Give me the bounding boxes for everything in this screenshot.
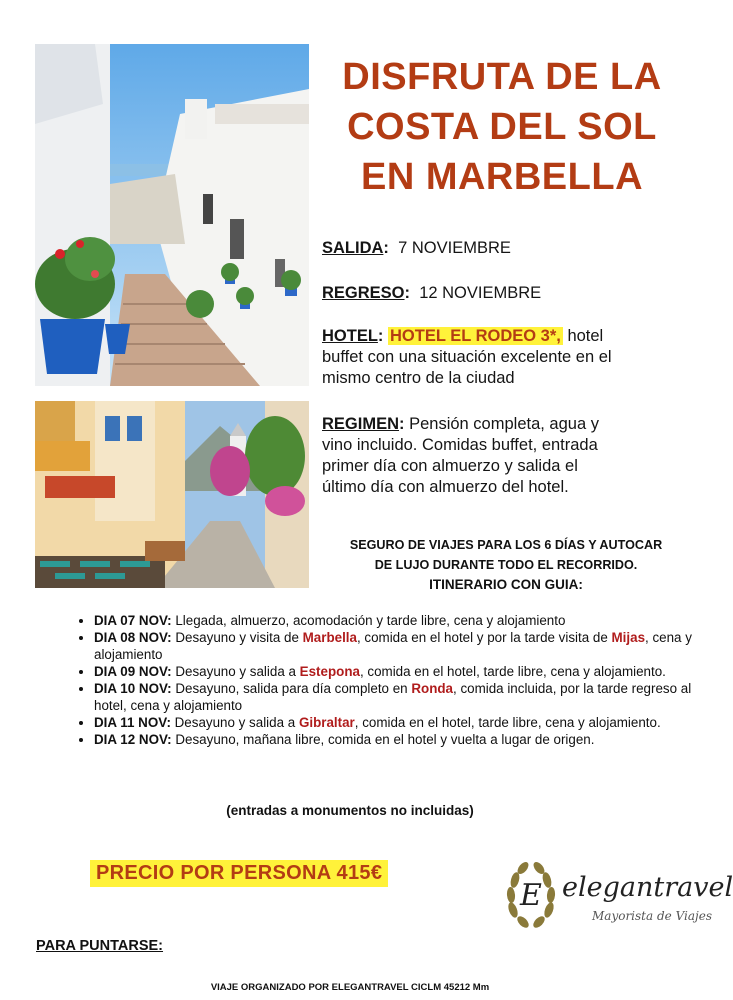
list-item: • DIA 10 NOV: Desayuno, salida para día completo en Ronda, comida incluida, por la tarde regreso al hotel, cena y alojamiento (94, 680, 704, 714)
price-label: PRECIO POR PERSONA 415€ (90, 860, 388, 887)
list-item: • DIA 08 NOV: Desayuno y visita de Marbella, comida en el hotel y por la tarde visita de Mijas, cena y alojamiento (94, 629, 704, 663)
page-title (322, 52, 682, 202)
hotel-desc-1: hotel (562, 327, 604, 345)
regreso-value: 12 NOVIEMBRE (419, 284, 542, 302)
para-puntarse-heading: PARA PUNTARSE: (36, 938, 164, 954)
photo-white-street (35, 44, 309, 386)
salida-value: 7 NOVIEMBRE (398, 239, 511, 257)
title-line-1: DISFRUTA DE LA (342, 56, 662, 98)
salida-line: SALIDA: 7 NOVIEMBRE (322, 239, 511, 257)
hotel-desc-2: buffet con una situación excelente en el (322, 348, 612, 366)
regimen-block: REGIMEN: Pensión completa, agua y vino incluido. Comidas buffet, entrada primer día con almuerzo y salida el último día con almuerzo del hotel. (322, 414, 682, 498)
regimen-line-3: primer día con almuerzo y salida el (322, 457, 578, 475)
itinerario-title: ITINERARIO CON GUIA: (429, 577, 583, 592)
photo-marbella-street (35, 401, 309, 588)
regreso-line: REGRESO: 12 NOVIEMBRE (322, 284, 542, 302)
seguro-line-2: DE LUJO DURANTE TODO EL RECORRIDO. (374, 558, 638, 572)
hotel-label: HOTEL (322, 327, 378, 345)
regimen-label: REGIMEN (322, 415, 400, 433)
hotel-name: HOTEL EL RODEO 3*, (390, 327, 561, 345)
entradas-note: (entradas a monumentos no incluidas) (226, 803, 474, 818)
regimen-line-2: vino incluido. Comidas buffet, entrada (322, 436, 598, 454)
list-item: • DIA 12 NOV: Desayuno, mañana libre, comida en el hotel y vuelta a lugar de origen. (94, 731, 704, 748)
regimen-line-4: último día con almuerzo del hotel. (322, 478, 569, 496)
seguro-block (318, 535, 694, 595)
logo-letter: E (520, 878, 542, 913)
list-item: • DIA 09 NOV: Desayuno y salida a Estepona, comida en el hotel, tarde libre, cena y alojamiento. (94, 663, 704, 680)
logo-subtitle: Mayorista de Viajes (592, 909, 712, 923)
title-line-3: EN MARBELLA (360, 156, 644, 198)
hotel-desc-3: mismo centro de la ciudad (322, 369, 515, 387)
logo-name: elegantravel (562, 872, 733, 903)
footer-organizer: VIAJE ORGANIZADO POR ELEGANTRAVEL CICLM 45212 Mm (210, 982, 490, 993)
list-item: • DIA 11 NOV: Desayuno y salida a Gibraltar, comida en el hotel, tarde libre, cena y alojamiento. (94, 714, 704, 731)
regreso-label: REGRESO (322, 284, 405, 302)
itinerary-list (70, 612, 704, 748)
seguro-line-1: SEGURO DE VIAJES PARA LOS 6 DÍAS Y AUTOCAR (349, 538, 663, 552)
salida-label: SALIDA (322, 239, 384, 257)
hotel-block: HOTEL: HOTEL EL RODEO 3*, hotel buffet con una situación excelente en el mismo centro de la ciudad (322, 326, 682, 389)
regimen-line-1: Pensión completa, agua y (404, 415, 599, 433)
list-item: • DIA 07 NOV: Llegada, almuerzo, acomodación y tarde libre, cena y alojamiento (94, 612, 704, 629)
title-line-2: COSTA DEL SOL (347, 106, 657, 148)
